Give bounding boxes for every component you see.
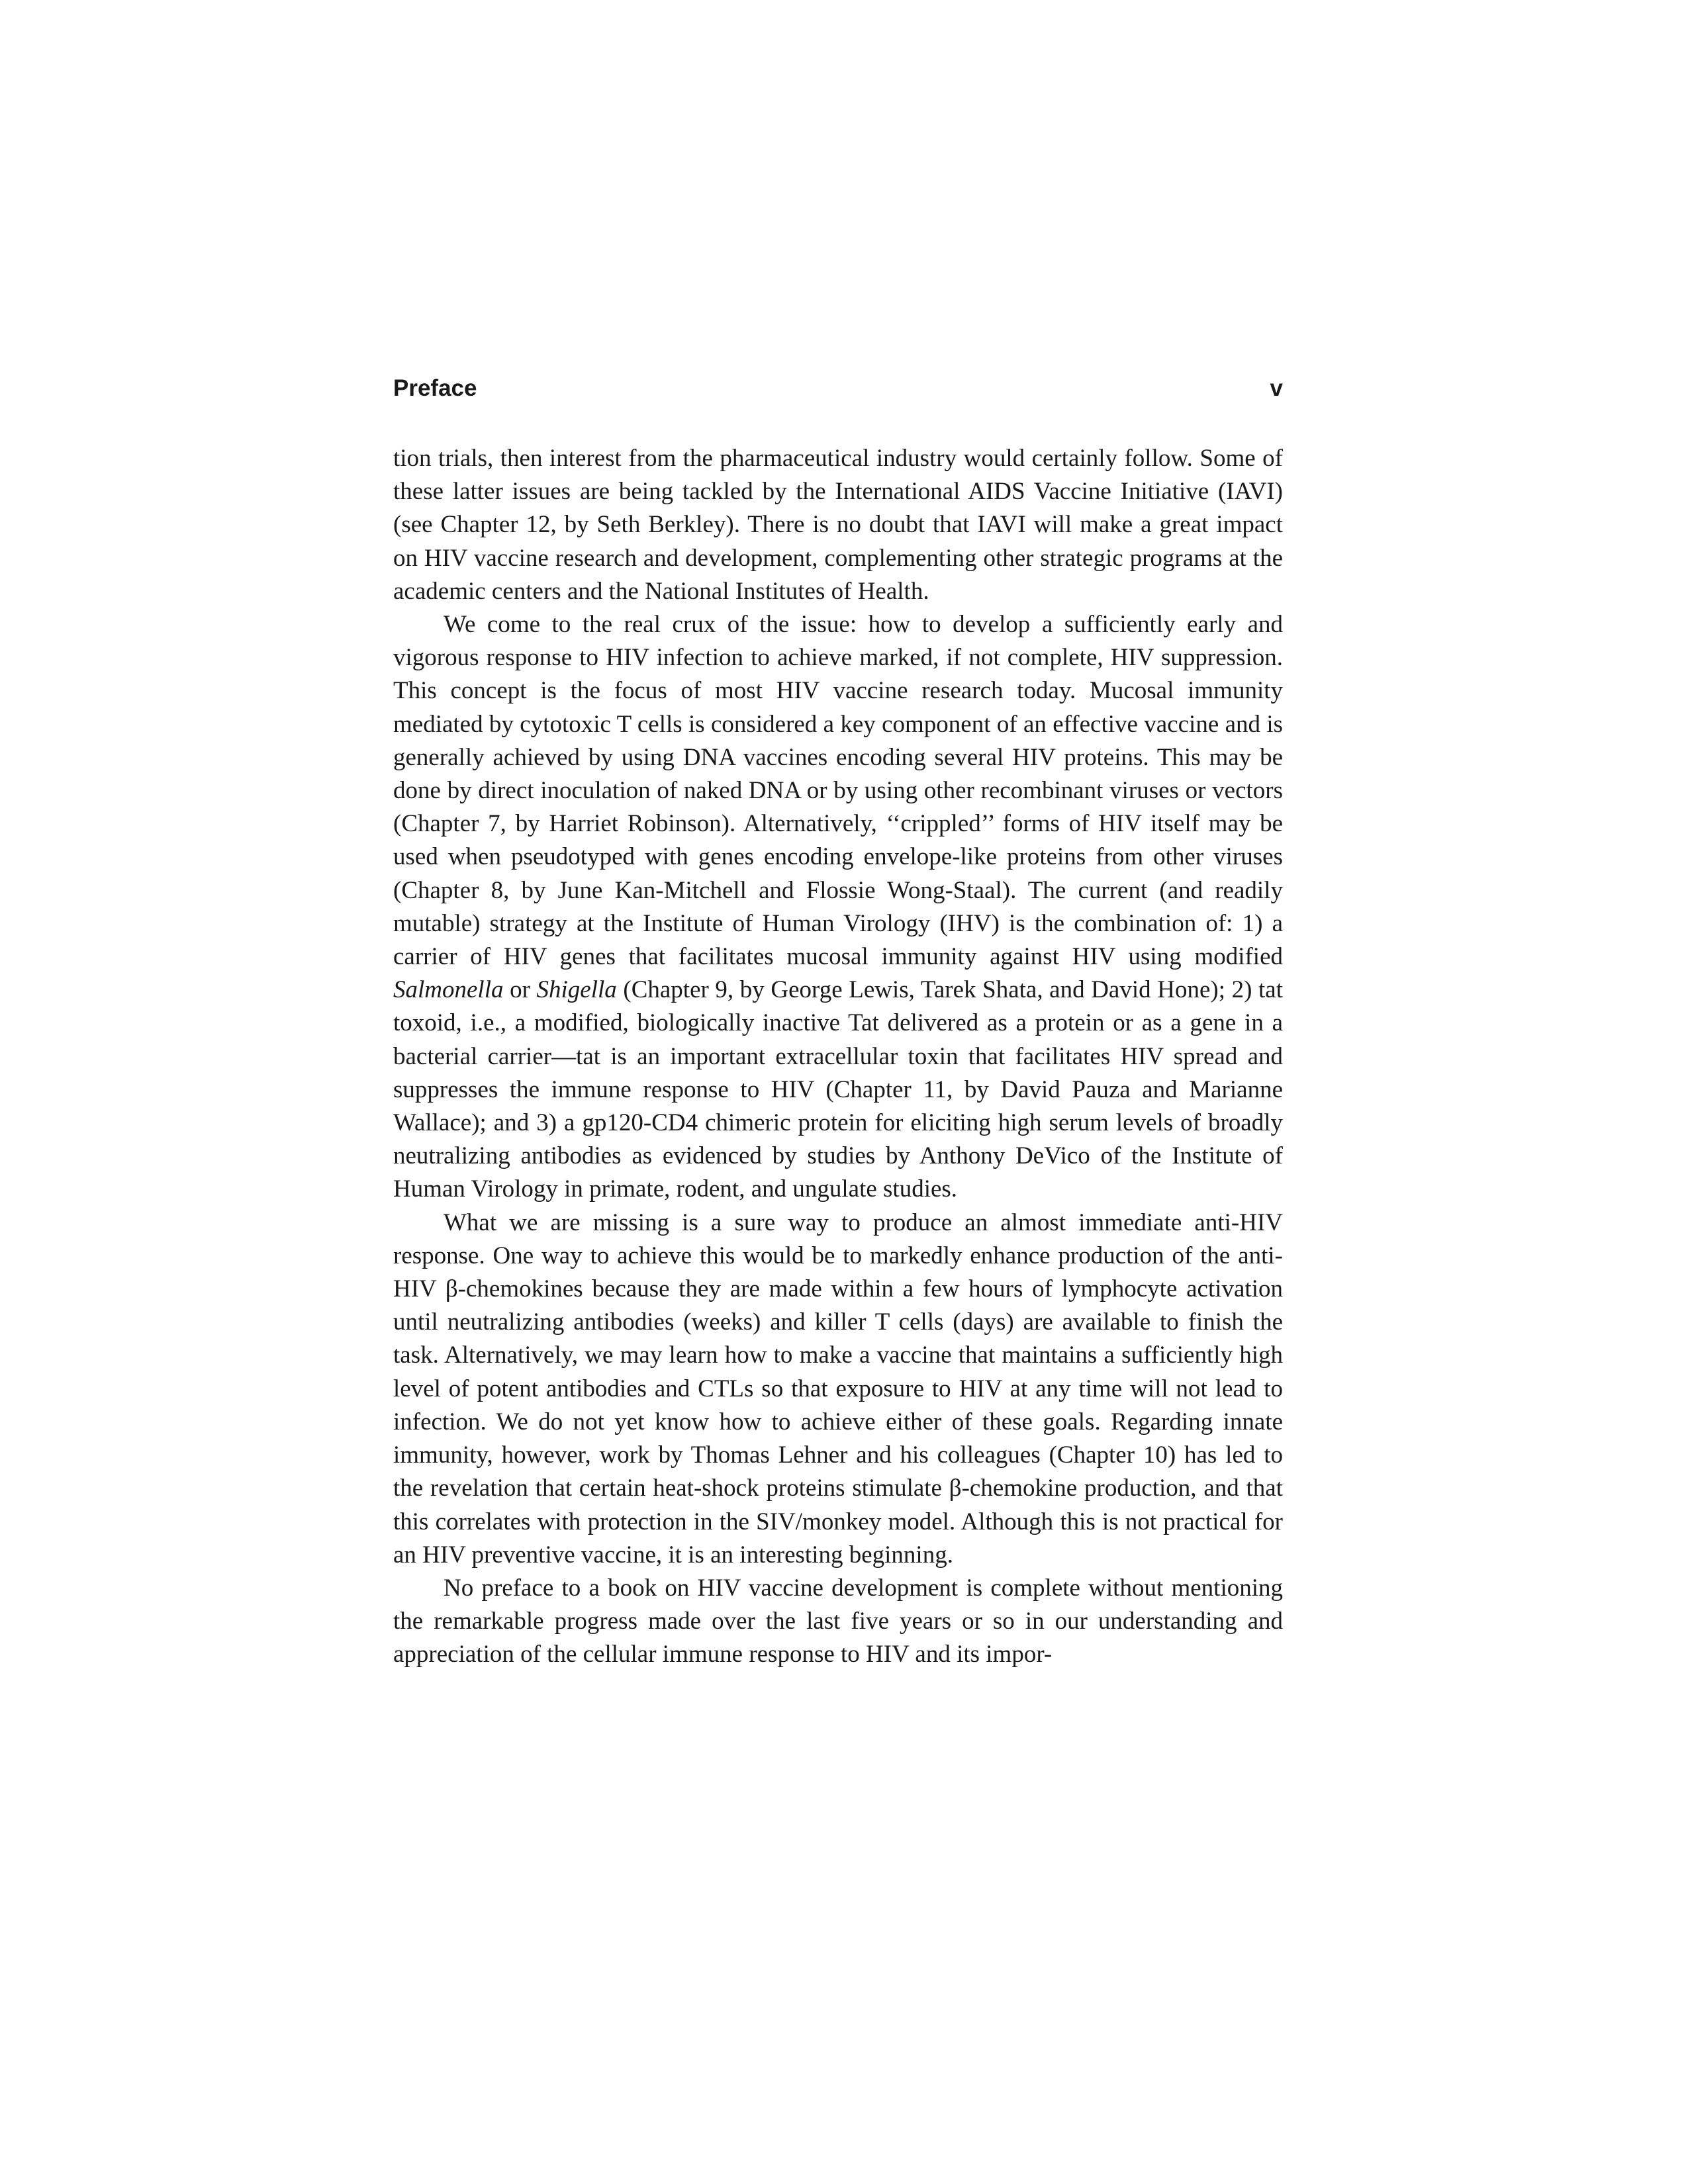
running-head-title: Preface bbox=[393, 375, 477, 401]
body-text bbox=[393, 442, 1283, 1672]
text-run: or bbox=[503, 976, 537, 1004]
italic-text: Shigella bbox=[536, 976, 617, 1004]
italic-text: Salmonella bbox=[393, 976, 504, 1004]
running-head bbox=[393, 372, 1283, 405]
page-number: v bbox=[1270, 375, 1283, 401]
text-run: What we are missing is a sure way to produce an almost immediate anti-HIV response. One way to achieve this would be to markedly enhance production of the anti-HIV β-chemokines because they are made within a few hours of lymphocyte activation until neutralizing antibodies (weeks) and killer T cells (days) are available to finish the task. Alternatively, we may learn how to make a vaccine that maintains a sufficiently high level of potent antibodies and CTLs so that exposure to HIV at any time will not lead to infection. We do not yet know how to achieve either of these goals. Regarding innate immunity, however, work by Thomas Lehner and his colleagues (Chapter 10) has led to the revelation that certain heat-shock proteins stimulate β-chemokine production, and that this correlates with protection in the SIV/monkey model. Although this is not practical for an HIV preventive vaccine, it is an interesting beginning. bbox=[393, 1208, 1283, 1569]
text-run: No preface to a book on HIV vaccine development is complete without mentioning the remarkable progress made over the last five years or so in our understanding and appreciation of the cellular immune response to HIV and its impor- bbox=[393, 1574, 1283, 1668]
paragraph bbox=[393, 1206, 1283, 1572]
paragraph bbox=[393, 442, 1283, 608]
paragraph bbox=[393, 608, 1283, 1206]
text-run: (Chapter 9, by George Lewis, Tarek Shata, and David Hone); 2) tat toxoid, i.e., a modified, biologically inactive Tat delivered as a protein or as a gene in a bacterial carrier—tat is an important extracellular toxin that facilitates HIV spread and suppresses the immune response to HIV (Chapter 11, by David Pauza and Marianne Wallace); and 3) a gp120-CD4 chimeric protein for eliciting high serum levels of broadly neutralizing antibodies as evidenced by studies by Anthony DeVico of the Institute of Human Virology in primate, rodent, and ungulate studies. bbox=[393, 976, 1283, 1203]
text-run: tion trials, then interest from the pharmaceutical industry would certainly follow. Some of these latter issues are being tackled by the International AIDS Vaccine Initiative (IAVI) (see Chapter 12, by Seth Berkley). There is no doubt that IAVI will make a great impact on HIV vaccine research and development, complementing other strategic programs at the academic centers and the National Institutes of Health. bbox=[393, 445, 1283, 605]
text-run: We come to the real crux of the issue: how to develop a sufficiently early and vigorous response to HIV infection to achieve marked, if not complete, HIV suppression. This concept is the focus of most HIV vaccine research today. Mucosal immunity mediated by cytotoxic T cells is considered a key component of an effective vaccine and is generally achieved by using DNA vaccines encoding several HIV proteins. This may be done by direct inoculation of naked DNA or by using other recombinant viruses or vectors (Chapter 7, by Harriet Robinson). Alternatively, ‘‘crippled’’ forms of HIV itself may be used when pseudotyped with genes encoding envelope-like proteins from other viruses (Chapter 8, by June Kan-Mitchell and Flossie Wong-Staal). The current (and readily mutable) strategy at the Institute of Human Virology (IHV) is the combination of: 1) a carrier of HIV genes that facilitates mucosal immunity against HIV using modified bbox=[393, 611, 1283, 971]
paragraph bbox=[393, 1572, 1283, 1672]
document-page bbox=[393, 0, 1283, 2184]
